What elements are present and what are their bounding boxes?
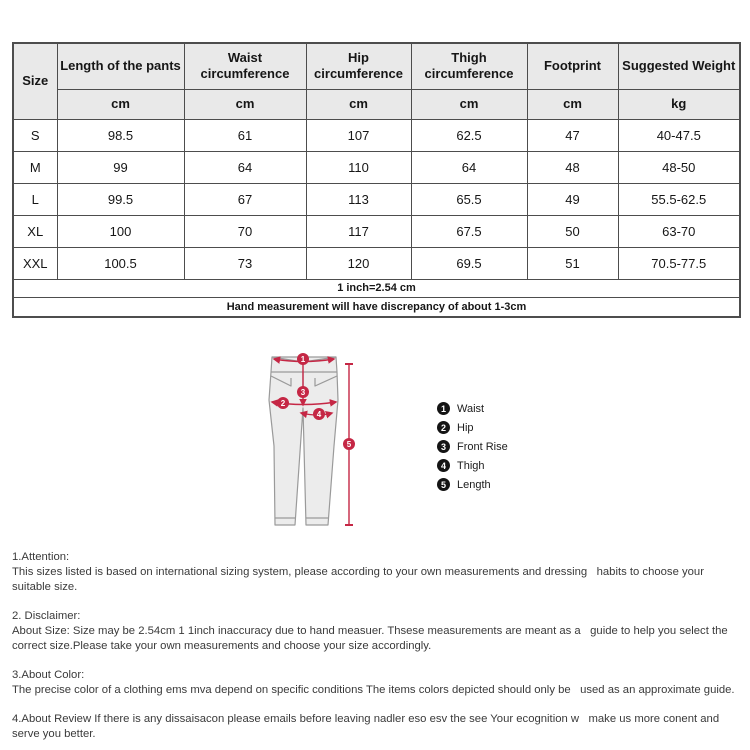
footnote-text: Hand measurement will have discrepancy of about 1-3cm: [13, 297, 740, 317]
note-disclaimer: [12, 609, 744, 654]
col-header-footprint: Footprint: [527, 43, 618, 89]
measurement-legend: [437, 399, 508, 494]
cell-value: 51: [527, 247, 618, 279]
unit-thigh: cm: [411, 89, 527, 119]
size-label: L: [13, 183, 57, 215]
footnote-text: 1 inch=2.54 cm: [13, 279, 740, 297]
legend-item-waist: [437, 399, 508, 418]
cell-value: 40-47.5: [618, 119, 740, 151]
col-header-waist: Waist circumference: [184, 43, 306, 89]
cell-value: 100: [57, 215, 184, 247]
cell-value: 117: [306, 215, 411, 247]
size-label: M: [13, 151, 57, 183]
unit-weight: kg: [618, 89, 740, 119]
cell-value: 63-70: [618, 215, 740, 247]
pants-measurement-diagram-icon: [248, 346, 373, 541]
legend-item-thigh: [437, 456, 508, 475]
legend-label: Hip: [457, 421, 474, 434]
note-heading: 3.About Color:: [12, 669, 85, 681]
marker-3: 3: [300, 387, 306, 397]
cell-value: 47: [527, 119, 618, 151]
note-body: About Size: Size may be 2.54cm 1 1inch inaccuracy due to hand measuer. Thsese measurements are meant as a guide to help you select the correct size.Please take your own measurements and choose your size accordingly.: [12, 625, 731, 652]
note-attention: [12, 550, 744, 595]
cell-value: 62.5: [411, 119, 527, 151]
legend-number-icon: 3: [437, 440, 450, 453]
note-about-color: [12, 668, 744, 698]
legend-number-icon: 2: [437, 421, 450, 434]
legend-number-icon: 1: [437, 402, 450, 415]
table-footnote-measure: [13, 297, 740, 317]
col-header-size: Size: [13, 43, 57, 119]
size-label: XXL: [13, 247, 57, 279]
table-header-row: [13, 43, 740, 89]
note-body: The precise color of a clothing ems mva depend on specific conditions The items colors depicted should only be used as an approximate guide.: [12, 684, 735, 696]
size-label: XL: [13, 215, 57, 247]
cell-value: 49: [527, 183, 618, 215]
table-row: [13, 215, 740, 247]
cell-value: 69.5: [411, 247, 527, 279]
col-header-hip: Hip circumference: [306, 43, 411, 89]
cell-value: 55.5-62.5: [618, 183, 740, 215]
cell-value: 100.5: [57, 247, 184, 279]
cell-value: 70.5-77.5: [618, 247, 740, 279]
legend-number-icon: 4: [437, 459, 450, 472]
note-about-review: [12, 712, 744, 742]
unit-waist: cm: [184, 89, 306, 119]
cell-value: 48-50: [618, 151, 740, 183]
legend-number-icon: 5: [437, 478, 450, 491]
marker-5: 5: [346, 439, 352, 449]
size-table: [12, 42, 741, 318]
cell-value: 107: [306, 119, 411, 151]
col-header-thigh: Thigh circumference: [411, 43, 527, 89]
table-row: [13, 151, 740, 183]
table-footnote-inch: [13, 279, 740, 297]
table-row: [13, 247, 740, 279]
legend-item-hip: [437, 418, 508, 437]
col-header-weight: Suggested Weight: [618, 43, 740, 89]
unit-length: cm: [57, 89, 184, 119]
size-label: S: [13, 119, 57, 151]
legend-label: Front Rise: [457, 440, 508, 453]
legend-label: Waist: [457, 402, 485, 415]
cell-value: 120: [306, 247, 411, 279]
legend-item-front-rise: [437, 437, 508, 456]
marker-1: 1: [300, 354, 306, 364]
cell-value: 110: [306, 151, 411, 183]
cell-value: 99.5: [57, 183, 184, 215]
cell-value: 70: [184, 215, 306, 247]
cell-value: 99: [57, 151, 184, 183]
cell-value: 73: [184, 247, 306, 279]
legend-item-length: [437, 475, 508, 494]
cell-value: 61: [184, 119, 306, 151]
legend-label: Length: [457, 478, 491, 491]
note-body: This sizes listed is based on international sizing system, please according to your own measurements and dressing habits to choose your suitable size.: [12, 566, 708, 593]
cell-value: 50: [527, 215, 618, 247]
cell-value: 67: [184, 183, 306, 215]
table-row: [13, 119, 740, 151]
marker-2: 2: [280, 398, 286, 408]
note-heading: 1.Attention:: [12, 551, 70, 563]
cell-value: 98.5: [57, 119, 184, 151]
table-row: [13, 183, 740, 215]
col-header-length: Length of the pants: [57, 43, 184, 89]
cell-value: 67.5: [411, 215, 527, 247]
cell-value: 113: [306, 183, 411, 215]
table-unit-row: [13, 89, 740, 119]
cell-value: 64: [411, 151, 527, 183]
note-body: 4.About Review If there is any dissaisacon please emails before leaving nadler eso esv the see Your ecognition w make us more conent and serve you better.: [12, 713, 723, 740]
cell-value: 64: [184, 151, 306, 183]
cell-value: 65.5: [411, 183, 527, 215]
note-heading: 2. Disclaimer:: [12, 610, 81, 622]
unit-hip: cm: [306, 89, 411, 119]
notes-section: [12, 550, 744, 750]
legend-label: Thigh: [457, 459, 485, 472]
marker-4: 4: [316, 409, 322, 419]
unit-footprint: cm: [527, 89, 618, 119]
cell-value: 48: [527, 151, 618, 183]
